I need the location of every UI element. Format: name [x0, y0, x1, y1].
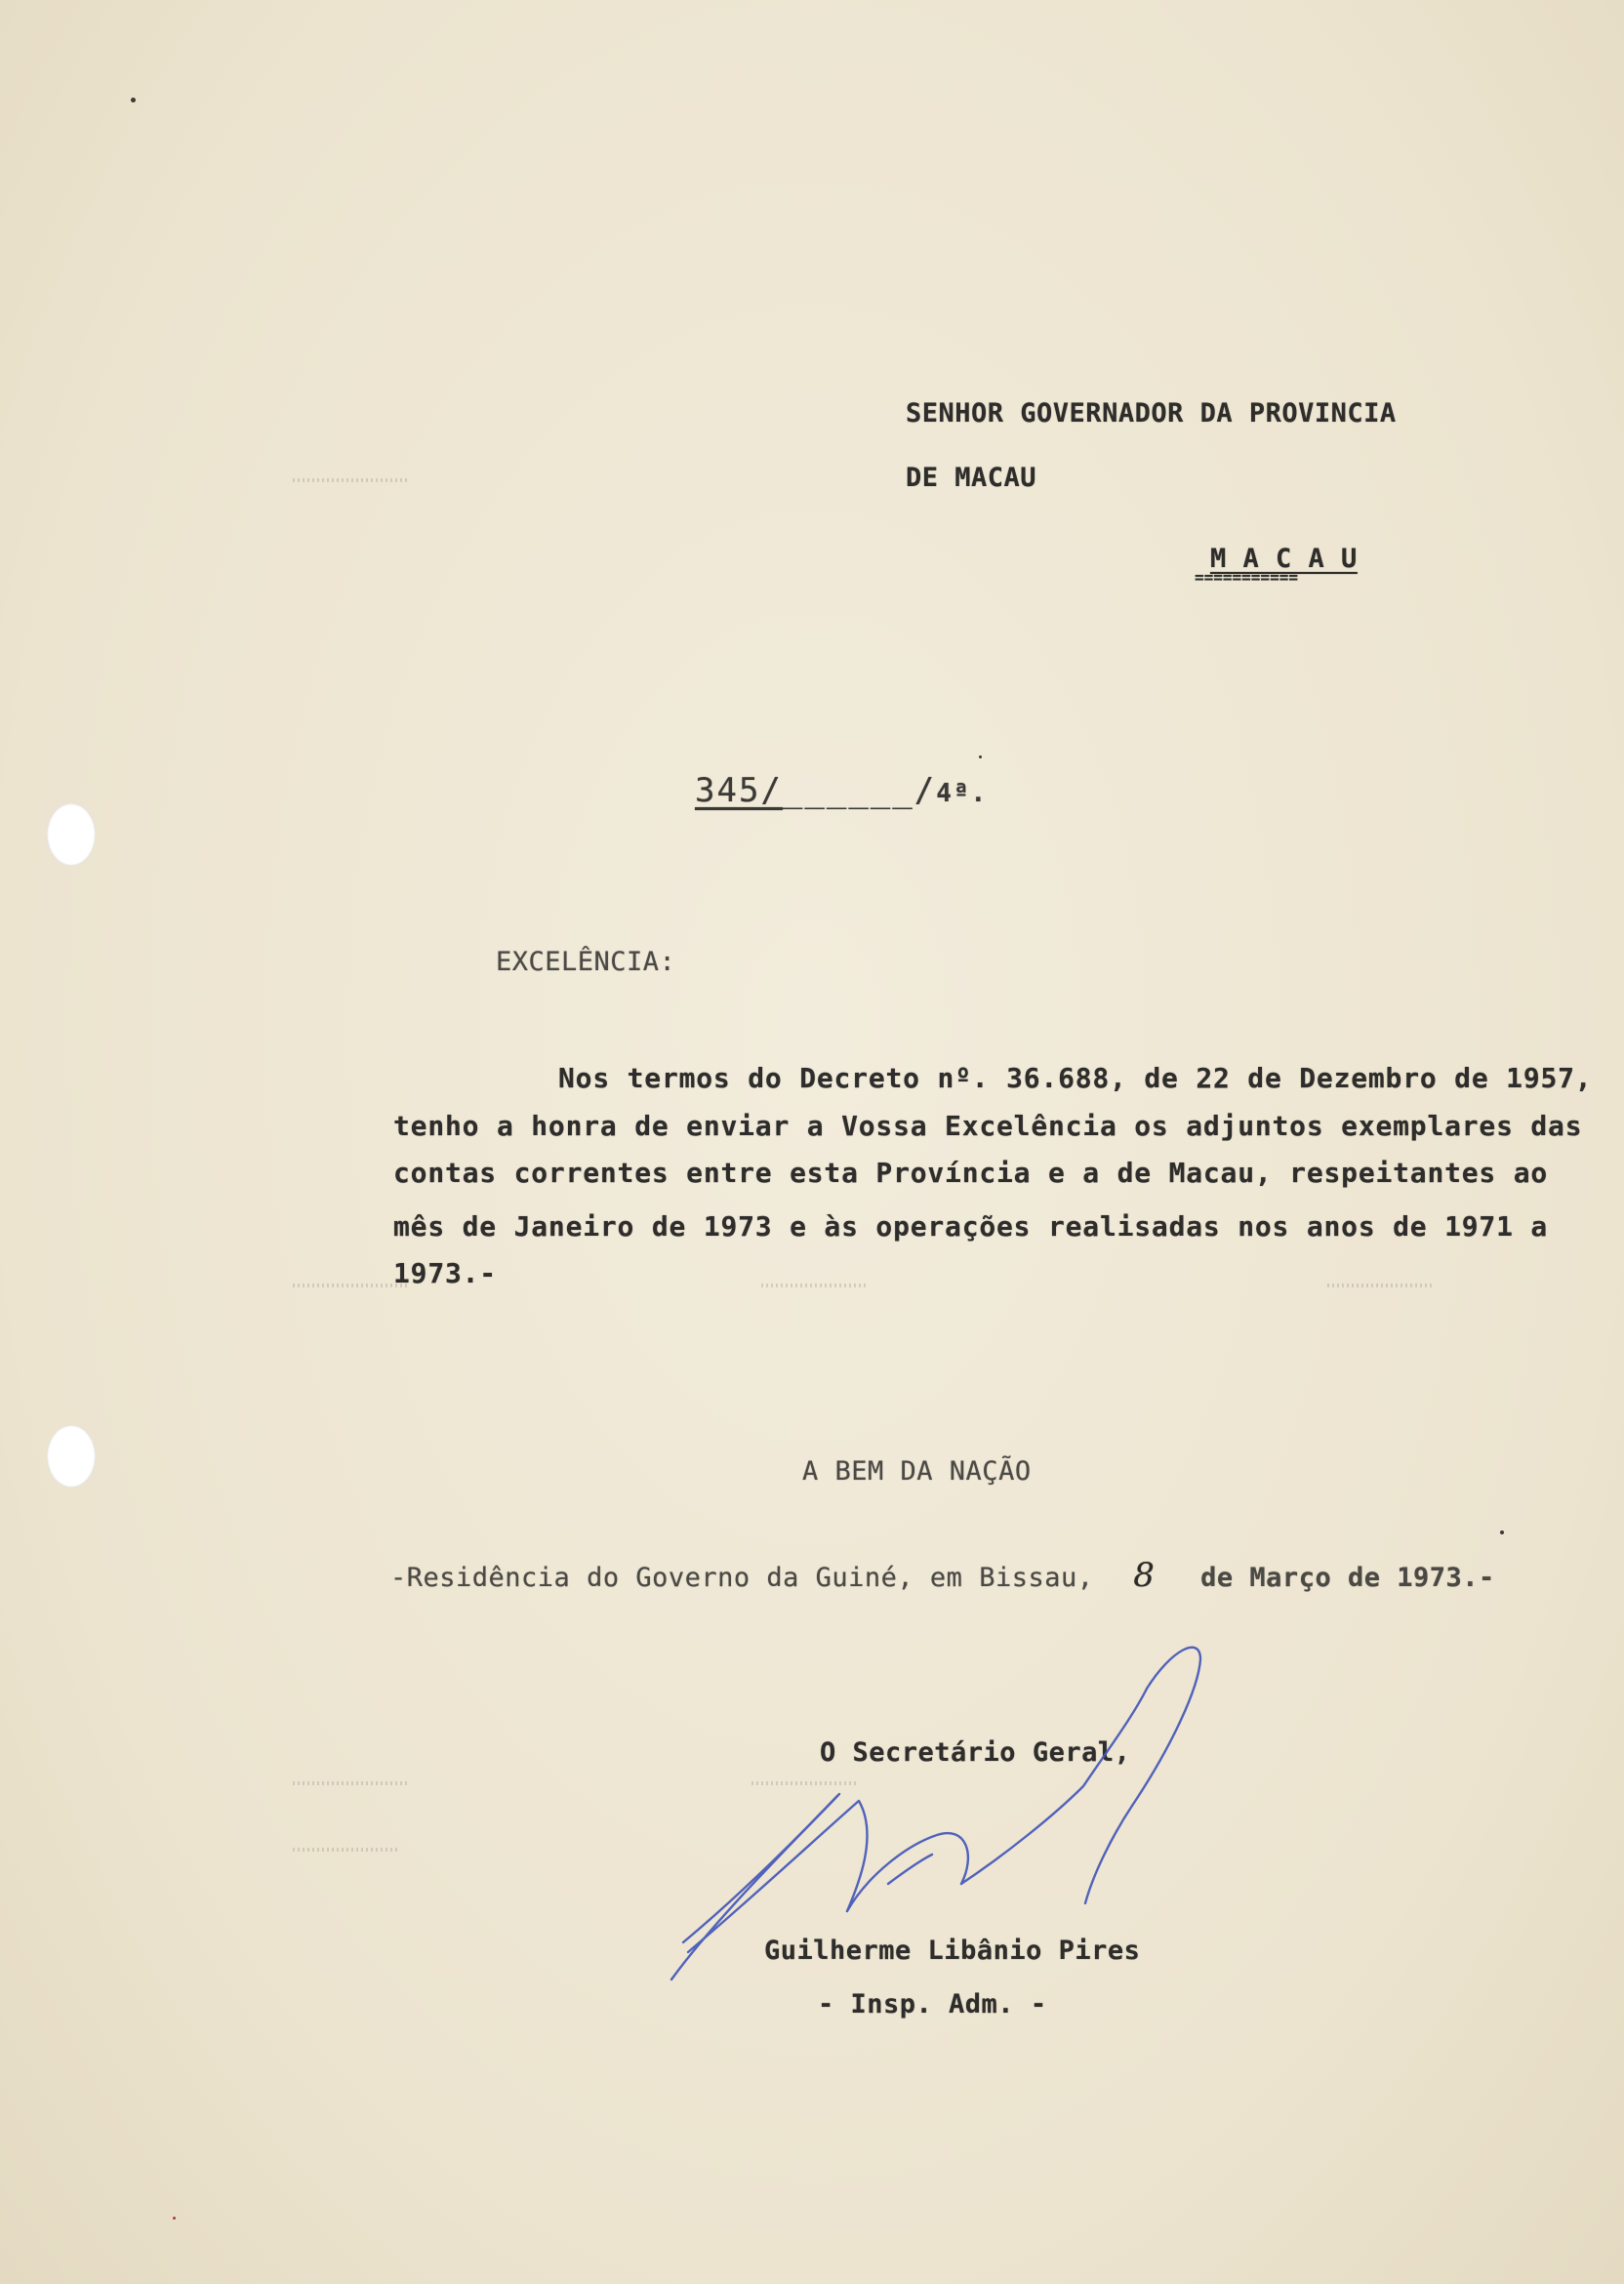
place-date-suffix: de Março de 1973.-: [1200, 1563, 1495, 1593]
faint-mark: [751, 1781, 859, 1785]
body-line-4: mês de Janeiro de 1973 e às operações realisadas nos anos de 1971 a: [393, 1210, 1549, 1243]
paper-speck: [979, 755, 982, 758]
place-date-prefix: -Residência do Governo da Guiné, em Bissau,: [390, 1563, 1094, 1593]
reference-number-value: 345: [695, 771, 761, 810]
signatory-rank: - Insp. Adm. -: [818, 1989, 1047, 2019]
reference-blank: ______: [782, 771, 914, 810]
paper-speck: [173, 2217, 176, 2220]
faint-mark: [293, 1284, 410, 1287]
punch-hole-top: [47, 803, 96, 866]
faint-mark: [293, 478, 410, 482]
faint-mark: [293, 1848, 400, 1852]
addressee-line-2: DE MACAU: [906, 463, 1037, 493]
body-line-5: 1973.-: [393, 1257, 497, 1289]
reference-suffix: 4ª.: [936, 779, 989, 808]
signatory-title: O Secretário Geral,: [820, 1737, 1131, 1768]
place-date: [390, 1556, 1495, 1595]
body-line-2: tenho a honra de enviar a Vossa Excelência os adjuntos exemplares das: [393, 1110, 1583, 1142]
addressee-line-1: SENHOR GOVERNADOR DA PROVINCIA: [906, 398, 1397, 428]
addressee-city: M A C A U: [1210, 544, 1358, 574]
reference-separator-2: /: [914, 771, 937, 810]
faint-mark: [761, 1284, 869, 1287]
reference-separator-1: /: [760, 771, 783, 810]
paper-speck: [131, 98, 136, 102]
reference-number: [695, 771, 988, 810]
salutation: EXCELÊNCIA:: [496, 947, 676, 977]
body-line-1: Nos termos do Decreto nº. 36.688, de 22 de Dezembro de 1957,: [558, 1062, 1593, 1094]
faint-mark: [1327, 1284, 1435, 1287]
faint-mark: [293, 1781, 410, 1785]
paper-speck: [1500, 1530, 1504, 1534]
punch-hole-bottom: [47, 1425, 96, 1488]
handwritten-day: 8: [1133, 1556, 1156, 1595]
closing-motto: A BEM DA NAÇÃO: [802, 1456, 1032, 1487]
addressee-city-double-underline: ===========: [1195, 568, 1298, 587]
signatory-name: Guilherme Libânio Pires: [764, 1936, 1141, 1966]
body-line-3: contas correntes entre esta Província e a de Macau, respeitantes ao: [393, 1157, 1549, 1189]
